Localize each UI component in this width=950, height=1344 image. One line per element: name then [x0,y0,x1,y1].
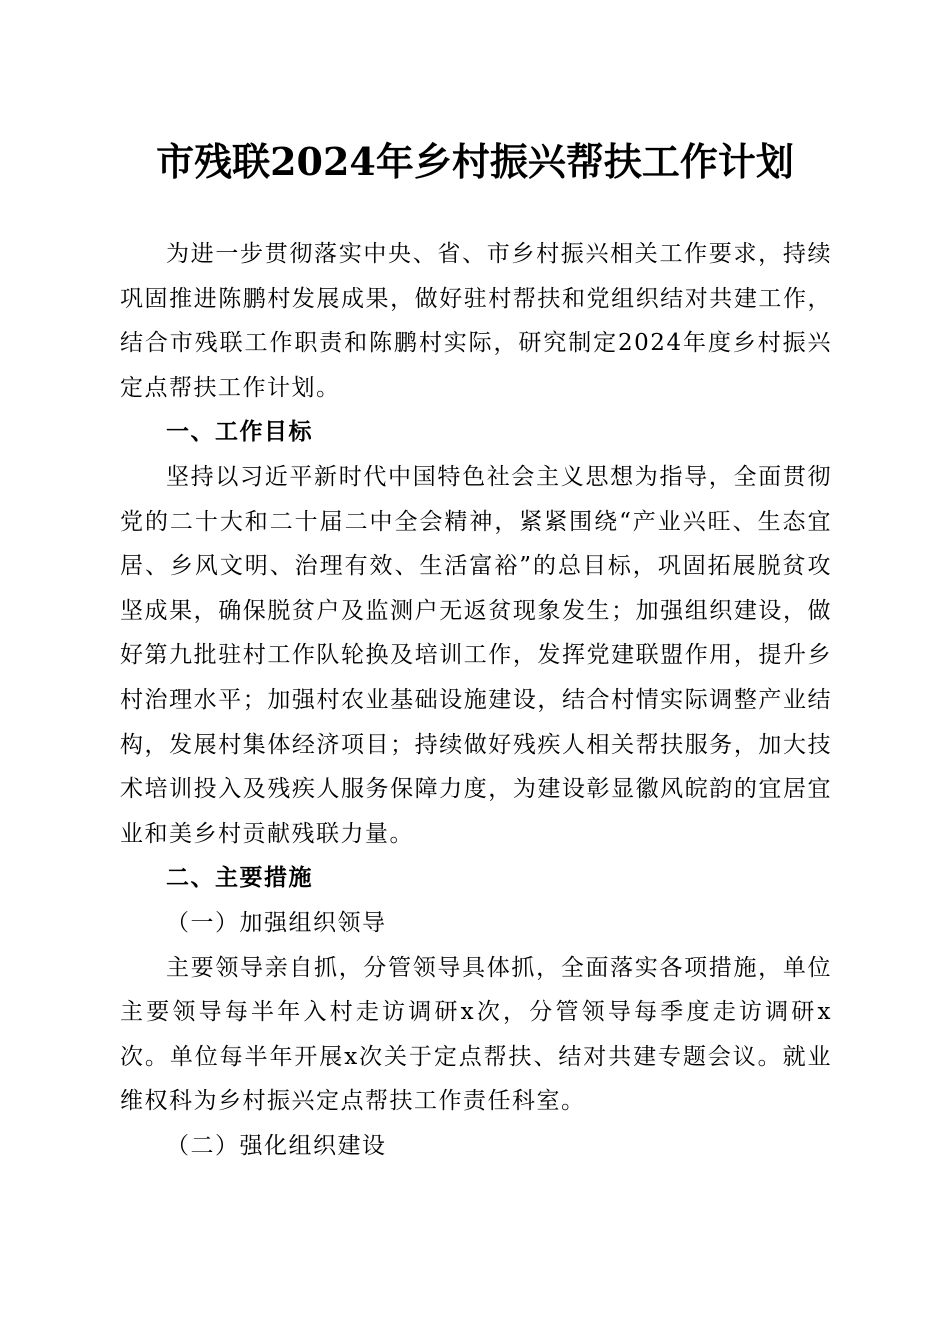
intro-paragraph: 为进一步贯彻落实中央、省、市乡村振兴相关工作要求，持续巩固推进陈鹏村发展成果，做好驻村帮扶和党组织结对共建工作，结合市残联工作职责和陈鹏村实际，研究制定2024年度乡村振兴定点帮扶工作计划。 [120,241,832,401]
document-title: 市残联2024年乡村振兴帮扶工作计划 [156,139,794,184]
document-body [120,232,832,1168]
section-heading-goals: 一、工作目标 [166,418,313,446]
subheading-organization-leadership: （一）加强组织领导 [166,909,387,936]
goals-paragraph: 坚持以习近平新时代中国特色社会主义思想为指导，全面贯彻党的二十大和二十届二中全会精神，紧紧围绕“产业兴旺、生态宜居、乡风文明、治理有效、生活富裕”的总目标，巩固拓展脱贫攻坚成果，确保脱贫户及监测户无返贫现象发生；加强组织建设，做好第九批驻村工作队轮换及培训工作，发挥党建联盟作用，提升乡村治理水平；加强村农业基础设施建设，结合村情实际调整产业结构，发展村集体经济项目；持续做好残疾人相关帮扶服务，加大技术培训投入及残疾人服务保障力度，为建设彰显徽风皖韵的宜居宜业和美乡村贡献残联力量。 [120,463,832,847]
section-heading-measures: 二、主要措施 [166,864,313,892]
subheading-organization-building: （二）强化组织建设 [166,1132,387,1159]
organization-leadership-paragraph: 主要领导亲自抓，分管领导具体抓，全面落实各项措施，单位主要领导每半年入村走访调研x次，分管领导每季度走访调研x次。单位每半年开展x次关于定点帮扶、结对共建专题会议。就业维权科为乡村振兴定点帮扶工作责任科室。 [120,954,832,1115]
